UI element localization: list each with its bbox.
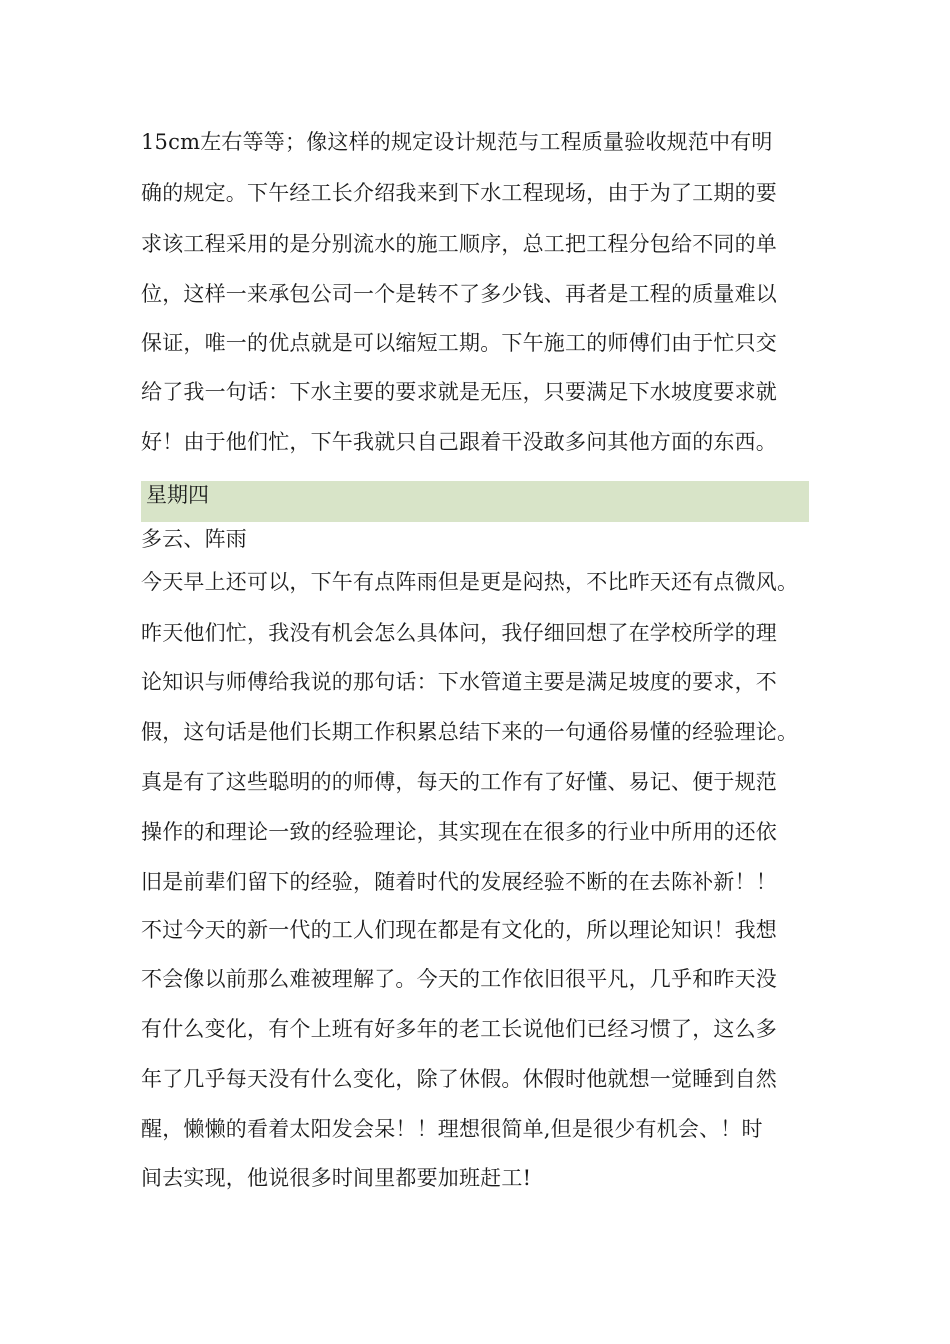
day-heading: 星期四 xyxy=(146,483,209,507)
paragraph-line: 有什么变化，有个上班有好多年的老工长说他们已经习惯了，这么多 xyxy=(141,1017,777,1041)
paragraph-line: 年了几乎每天没有什么变化，除了休假。休假时他就想一觉睡到自然 xyxy=(141,1067,777,1091)
paragraph-line: 操作的和理论一致的经验理论，其实现在在很多的行业中所用的还依 xyxy=(141,820,777,844)
paragraph-line: 位，这样一来承包公司一个是转不了多少钱、再者是工程的质量难以 xyxy=(141,282,777,306)
paragraph-line: 旧是前辈们留下的经验，随着时代的发展经验不断的在去陈补新！！ xyxy=(141,870,777,894)
day-heading-highlight xyxy=(141,481,809,522)
paragraph-line: 15cm左右等等；像这样的规定设计规范与工程质量验收规范中有明 xyxy=(141,130,773,154)
paragraph-line: 间去实现，他说很多时间里都要加班赶工! xyxy=(141,1166,532,1190)
paragraph-line: 确的规定。下午经工长介绍我来到下水工程现场，由于为了工期的要 xyxy=(141,181,777,205)
weather-line: 多云、阵雨 xyxy=(141,527,247,551)
paragraph-line: 给了我一句话：下水主要的要求就是无压，只要满足下水坡度要求就 xyxy=(141,380,777,404)
paragraph-line: 昨天他们忙，我没有机会怎么具体问，我仔细回想了在学校所学的理 xyxy=(141,621,777,645)
paragraph-line: 假，这句话是他们长期工作积累总结下来的一句通俗易懂的经验理论。 xyxy=(141,720,799,744)
paragraph-line: 今天早上还可以，下午有点阵雨但是更是闷热，不比昨天还有点微风。 xyxy=(141,570,799,594)
paragraph-line: 求该工程采用的是分别流水的施工顺序，总工把工程分包给不同的单 xyxy=(141,232,777,256)
paragraph-line: 好！由于他们忙，下午我就只自己跟着干没敢多问其他方面的东西。 xyxy=(141,430,777,454)
paragraph-line: 论知识与师傅给我说的那句话：下水管道主要是满足坡度的要求，不 xyxy=(141,670,777,694)
paragraph-line: 不过今天的新一代的工人们现在都是有文化的，所以理论知识！我想 xyxy=(141,918,777,942)
paragraph-line: 醒，懒懒的看着太阳发会呆！！理想很简单,但是很少有机会、！时 xyxy=(141,1117,763,1141)
paragraph-line: 保证，唯一的优点就是可以缩短工期。下午施工的师傅们由于忙只交 xyxy=(141,331,777,355)
paragraph-line: 真是有了这些聪明的的师傅，每天的工作有了好懂、易记、便于规范 xyxy=(141,770,777,794)
paragraph-line: 不会像以前那么难被理解了。今天的工作依旧很平凡，几乎和昨天没 xyxy=(141,967,777,991)
